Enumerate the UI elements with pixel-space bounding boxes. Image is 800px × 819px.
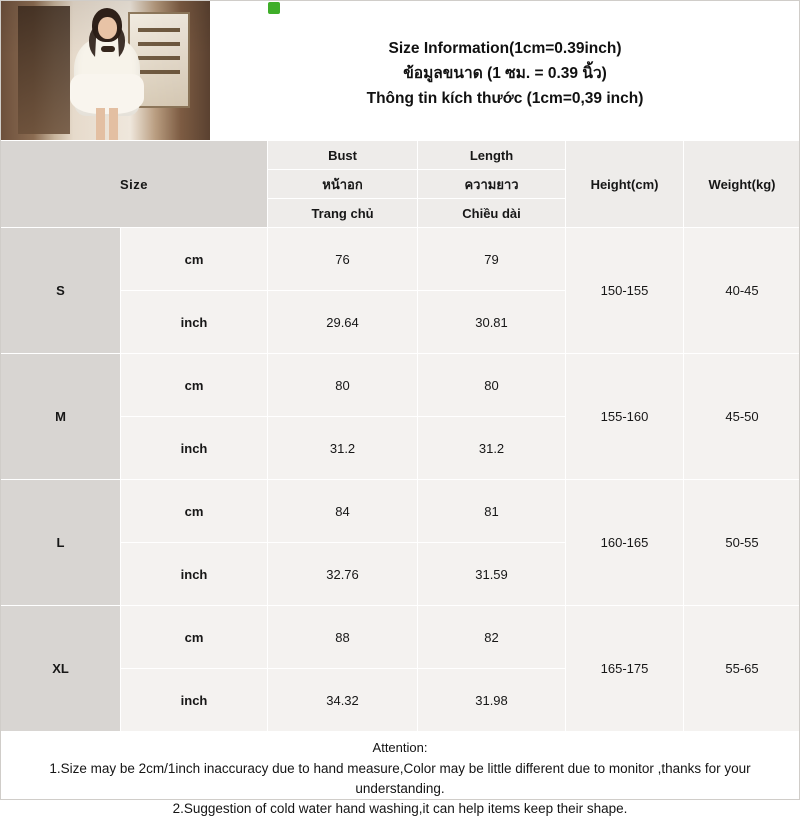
s-bust-inch: 29.64 (268, 291, 418, 354)
unit-cm: cm (121, 480, 268, 543)
header-length-en: Length (418, 141, 566, 170)
header-weight: Weight(kg) (684, 141, 800, 228)
s-length-cm: 79 (418, 228, 566, 291)
note-2: 2.Suggestion of cold water hand washing,it can help items keep their shape. (14, 799, 786, 819)
l-length-cm: 81 (418, 480, 566, 543)
s-weight: 40-45 (684, 228, 800, 354)
header-length-vi: Chiều dài (418, 199, 566, 228)
model-face (98, 17, 117, 39)
xl-bust-inch: 34.32 (268, 669, 418, 732)
photo-doorway-detail (18, 6, 70, 134)
m-length-inch: 31.2 (418, 417, 566, 480)
s-height: 150-155 (566, 228, 684, 354)
header-length-th: ความยาว (418, 170, 566, 199)
m-bust-cm: 80 (268, 354, 418, 417)
header-bust-th: หน้าอก (268, 170, 418, 199)
m-height: 155-160 (566, 354, 684, 480)
row-size-s: S (1, 228, 121, 354)
header-height: Height(cm) (566, 141, 684, 228)
l-weight: 50-55 (684, 480, 800, 606)
l-bust-inch: 32.76 (268, 543, 418, 606)
l-bust-cm: 84 (268, 480, 418, 543)
table-row (1, 228, 800, 291)
attention-label: Attention: (14, 738, 786, 757)
model-figure (68, 8, 146, 140)
row-size-xl: XL (1, 606, 121, 732)
table-row (1, 354, 800, 417)
unit-inch: inch (121, 417, 268, 480)
unit-inch: inch (121, 291, 268, 354)
footer-notes (0, 732, 800, 819)
table-row (1, 480, 800, 543)
title-line-en: Size Information(1cm=0.39inch) (389, 36, 622, 61)
unit-inch: inch (121, 543, 268, 606)
unit-cm: cm (121, 354, 268, 417)
m-length-cm: 80 (418, 354, 566, 417)
unit-cm: cm (121, 606, 268, 669)
header-bust-en: Bust (268, 141, 418, 170)
xl-height: 165-175 (566, 606, 684, 732)
unit-cm: cm (121, 228, 268, 291)
model-bow (101, 46, 115, 52)
note-1: 1.Size may be 2cm/1inch inaccuracy due to hand measure,Color may be little different due to monitor ,thanks for your understanding. (14, 759, 786, 799)
s-bust-cm: 76 (268, 228, 418, 291)
xl-weight: 55-65 (684, 606, 800, 732)
unit-inch: inch (121, 669, 268, 732)
table-header-row-1 (1, 141, 800, 170)
header (0, 0, 800, 140)
header-size: Size (1, 141, 268, 228)
product-photo (0, 0, 210, 140)
title-block (210, 0, 800, 140)
l-length-inch: 31.59 (418, 543, 566, 606)
row-size-l: L (1, 480, 121, 606)
row-size-m: M (1, 354, 121, 480)
size-table (0, 140, 800, 732)
green-marker-icon (268, 2, 280, 14)
model-legs (96, 108, 118, 140)
m-bust-inch: 31.2 (268, 417, 418, 480)
xl-length-inch: 31.98 (418, 669, 566, 732)
header-bust-vi: Trang chủ (268, 199, 418, 228)
m-weight: 45-50 (684, 354, 800, 480)
l-height: 160-165 (566, 480, 684, 606)
s-length-inch: 30.81 (418, 291, 566, 354)
xl-bust-cm: 88 (268, 606, 418, 669)
xl-length-cm: 82 (418, 606, 566, 669)
title-line-vi: Thông tin kích thước (1cm=0,39 inch) (367, 86, 644, 111)
table-row (1, 606, 800, 669)
title-line-th: ข้อมูลขนาด (1 ซม. = 0.39 นิ้ว) (403, 61, 607, 86)
